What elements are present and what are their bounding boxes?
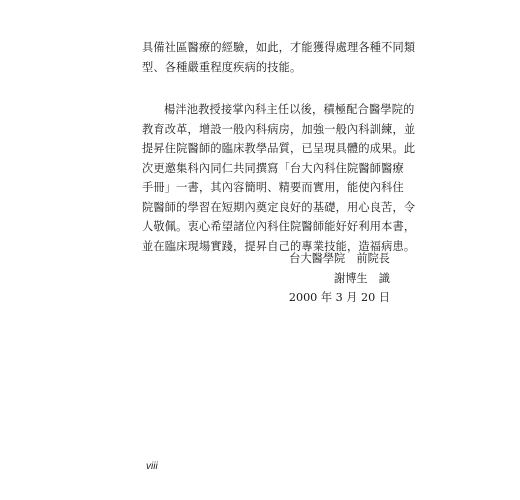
text-line: 人敬佩。衷心希望諸位內科住院醫師能好好利用本書， bbox=[142, 220, 416, 233]
text-line: 次更邀集科內同仁共同撰寫「台大內科住院醫師醫療 bbox=[142, 161, 404, 175]
text-line: 型、各種嚴重程度疾病的技能。 bbox=[142, 60, 302, 74]
text-line: 具備社區醫療的經驗，如此，才能獲得處理各種不同類 bbox=[142, 41, 416, 54]
signature-name: 謝博生 識 bbox=[334, 271, 390, 285]
text-line: 手冊」一書，其內容簡明、精要而實用，能使內科住 bbox=[142, 181, 404, 194]
paragraph-2 bbox=[142, 100, 416, 256]
signature-block bbox=[289, 249, 390, 308]
page-number: viii bbox=[146, 461, 158, 472]
text-line: 提昇住院醫師的臨床教學品質，已呈現具體的成果。此 bbox=[142, 142, 416, 155]
text-line: 教育改革，增設一般內科病房，加強一般內科訓練，並 bbox=[142, 122, 416, 136]
text-line: 楊泮池教授接掌內科主任以後，積極配合醫學院的 bbox=[164, 103, 415, 116]
text-line: 院醫師的學習在短期內奠定良好的基礎，用心良苦，令 bbox=[142, 200, 416, 214]
text-line: 並在臨床現場實踐，提昇自己的專業技能，造福病患。 bbox=[142, 239, 416, 253]
signature-date: 2000 年 3 月 20 日 bbox=[288, 291, 390, 304]
paragraph-1 bbox=[142, 38, 416, 77]
signature-affiliation: 台大醫學院 前院長 bbox=[289, 252, 390, 265]
